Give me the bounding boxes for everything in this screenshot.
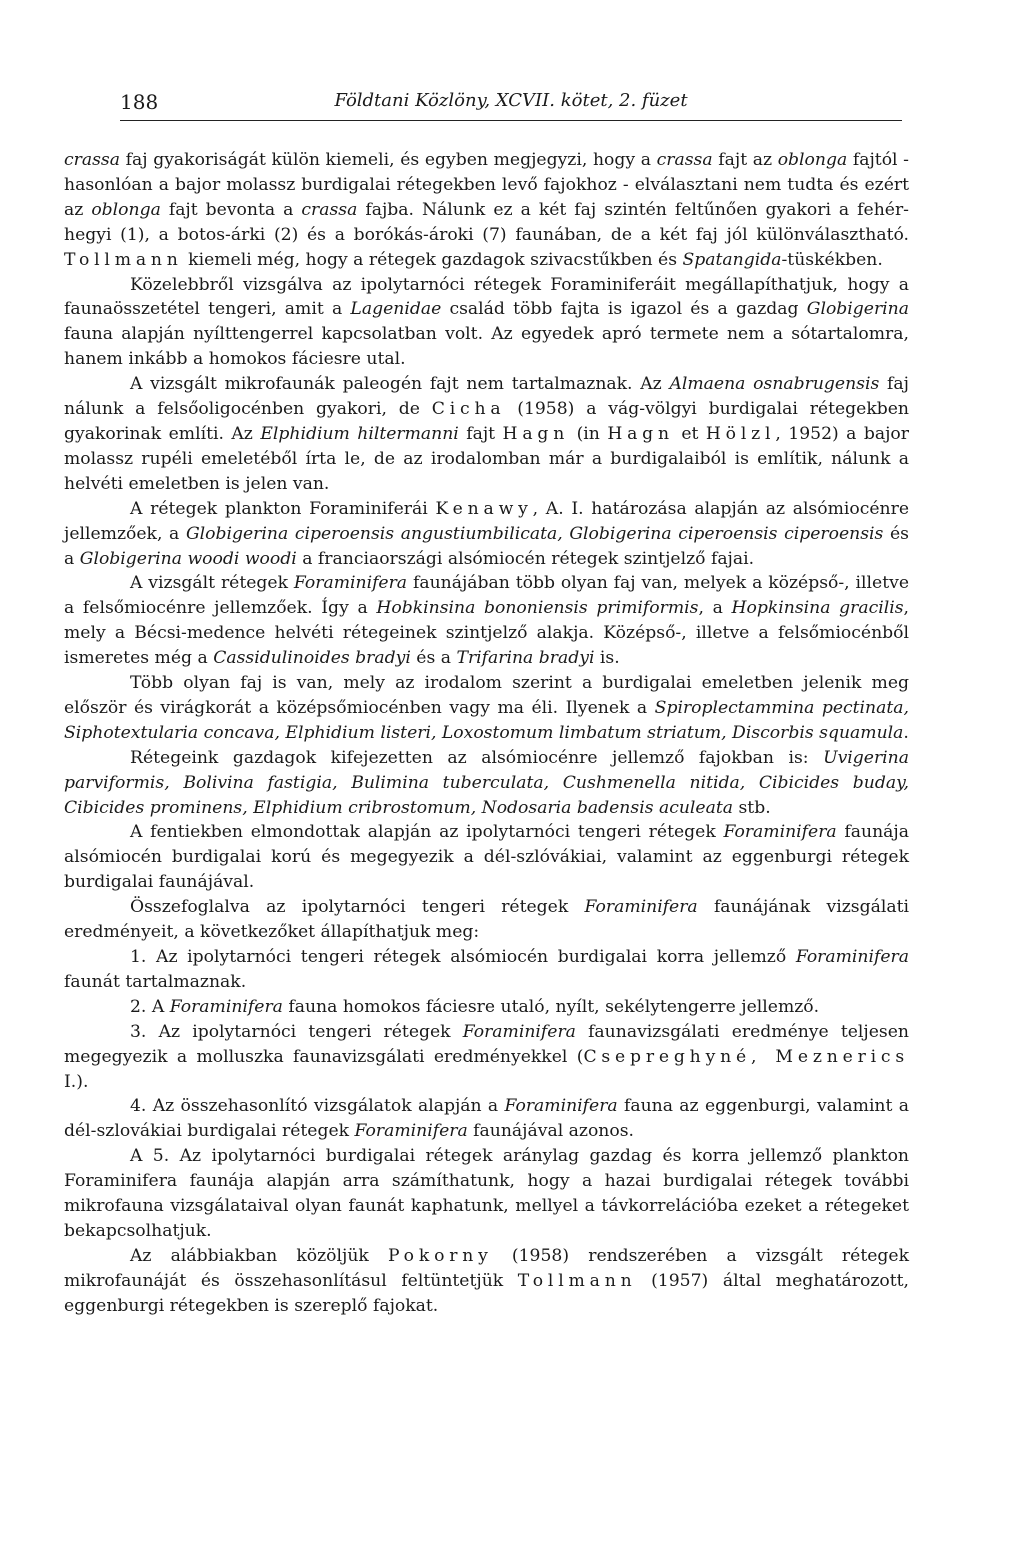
species-name: oblonga (777, 150, 848, 170)
author-name: Tollmann (64, 249, 183, 270)
species-name: Trifarina bradyi (456, 648, 595, 669)
text-run: 1. Az ipolytarnóci tengeri rétegek alsómiocén burdigalai korra jellemző (130, 947, 796, 967)
text-run: faunája alsómiocén burdigalai korú és megegyezik a dél-szlóvákiai, valamint az eggenburgi rétegek burdigalai faunájával. (64, 822, 909, 893)
text-run: A vizsgált mikrofaunák paleogén fajt nem tartalmaznak. Az (130, 374, 670, 395)
text-run: , A. I. határozása alapján az alsómiocénre jellemzőek, a (64, 498, 910, 544)
text-run: fauna az eggenburgi, valamint a dél-szlovákiai burdigalai rétegek (64, 1096, 909, 1142)
paragraph (64, 273, 909, 373)
text-run: is. (594, 648, 620, 669)
text-run: , a (698, 598, 732, 619)
text-run: faunavizsgálati eredménye teljesen megegyezik a molluszka faunavizsgálati eredményekkel ( (64, 1021, 909, 1067)
text-run: (1958) rendszerében a vizsgált rétegek mikrofaunáját és összehasonlításul feltüntetjük (64, 1245, 909, 1291)
paragraph (64, 1244, 909, 1319)
text-run: Összefoglalva az ipolytarnóci tengeri rétegek (130, 897, 585, 918)
species-name: Hobkinsina bononiensis primiformis (376, 598, 699, 619)
conclusion-item (64, 995, 909, 1020)
species-name: Foraminifera (504, 1096, 618, 1117)
text-run: fauna alapján nyílttengerrel kapcsolatban volt. Az egyedek apró termete nem a sótartalomra, hanem inkább a homokos fáciesre utal. (64, 324, 909, 370)
running-title: Földtani Közlöny, XCVII. kötet, 2. füzet (334, 90, 688, 111)
text-run: faunát tartalmaznak. (64, 971, 247, 992)
species-name: Uvigerina parviformis, Bolivina fastigia, Bulimina tuberculata, Cushmenella nitida, Cibicides buday, Cibicides prominens, Elphidium cribrostomum, Nodosaria badensis aculeata (64, 747, 909, 818)
species-name: crassa (64, 150, 120, 170)
text-run: faj gyakoriságát külön kiemeli, és egyben megjegyzi, hogy a (119, 150, 657, 170)
species-name: Foraminifera (795, 947, 909, 967)
author-name: Cicha (431, 399, 506, 420)
text-run: Közelebbről vizsgálva az ipolytarnóci rétegek Foraminiferáit megállapíthatjuk, hogy a faunaösszetétel tengeri, amit a (64, 274, 909, 320)
species-name: Foraminifera (723, 822, 837, 843)
species-name: Foraminifera (462, 1021, 576, 1042)
text-run: A fentiekben elmondottak alapján az ipolytarnóci tengeri rétegek (130, 822, 724, 843)
text-run: A rétegek plankton Foraminiferái (130, 498, 436, 519)
species-name: Elphidium hiltermanni (260, 423, 459, 444)
species-name: crassa (301, 199, 358, 220)
text-run: 4. Az összehasonlító vizsgálatok alapján a (130, 1096, 505, 1117)
species-name: crassa (656, 150, 713, 170)
paragraph (64, 671, 909, 746)
text-run: fajt (458, 423, 503, 444)
author-name: Hagn (502, 423, 570, 444)
species-name: Almaena osnabrugensis (669, 374, 880, 395)
text-run: -tüskékben. (781, 249, 883, 270)
author-name: Pokorny (388, 1245, 493, 1266)
author-name: Csepreghyné, Meznerics (583, 1046, 909, 1067)
text-run: és a (64, 523, 909, 569)
species-name: Foraminifera (354, 1121, 468, 1142)
species-name: Globigerina ciperoensis angustiumbilicata, Globigerina ciperoensis ciperoensis (185, 523, 884, 544)
text-run: család több fajta is igazol és a gazdag (441, 299, 807, 320)
paragraph (64, 372, 909, 497)
text-run: et (673, 423, 706, 444)
article-body (64, 148, 909, 1319)
text-run: 3. Az ipolytarnóci tengeri rétegek (130, 1021, 463, 1042)
text-run: a franciaországi alsómiocén rétegek szintjelző fajai. (296, 548, 755, 569)
text-run: . (903, 722, 909, 743)
conclusion-item (64, 1094, 909, 1144)
text-run: fauna homokos fáciesre utaló, nyílt, sekélytengerre jellemző. (282, 996, 820, 1017)
text-run: faunájában több olyan faj van, melyek a középső-, illetve a felsőmiocénre jellemzőek. Így a (64, 573, 909, 619)
text-run: fajt az (712, 150, 778, 170)
species-name: Globigerina (806, 299, 909, 320)
author-name: Hölzl (705, 423, 776, 444)
text-run: fajt bevonta a (160, 199, 302, 220)
conclusion-item (64, 945, 909, 995)
page-number: 188 (120, 90, 159, 114)
text-run: Több olyan faj is van, mely az irodalom szerint a burdigalai emeletben jelenik meg először és virágkorát a középsőmiocénben vagy ma éli. Ilyenek a (64, 673, 909, 718)
page-header (120, 90, 902, 121)
paragraph (64, 497, 909, 572)
species-name: Globigerina woodi woodi (79, 548, 297, 569)
species-name: Spiroplectammina pectinata, Siphotextularia concava, Elphidium listeri, Loxostomum limbatum striatum, Discorbis squamula (64, 697, 909, 743)
text-run: kiemeli még, hogy a rétegek gazdagok szivacstűkben és (182, 249, 683, 270)
conclusion-item (64, 1020, 909, 1095)
paragraph (64, 895, 909, 945)
text-run: fajba. Nálunk ez a két faj szintén feltűnően gyakori a fehér-hegyi (1), a botos-árki (2) és a borókás-ároki (7) faunában, de a két faj jól különválasztható. (64, 199, 909, 245)
species-name: Lagenidae (350, 299, 442, 320)
text-run: A 5. Az ipolytarnóci burdigalai rétegek aránylag gazdag és korra jellemző plankton Foraminifera faunája alapján arra számíthatunk, hogy a hazai burdigalai rétegek további mikrofauna vizsgálataival olyan faunát kaphatunk, mellyel a távkorrelációba ezeket a rétegeket bekapcsolhatjuk. (64, 1146, 909, 1241)
text-run: 2. A (130, 996, 170, 1017)
text-run: faj nálunk a felsőoligocénben gyakori, de (64, 374, 909, 420)
species-name: Foraminifera (169, 996, 283, 1017)
species-name: Foraminifera (584, 897, 698, 918)
text-run: és a (410, 648, 457, 669)
paragraph (64, 148, 909, 273)
species-name: Hopkinsina gracilis (731, 598, 904, 619)
text-run: faunájával azonos. (467, 1121, 635, 1142)
species-name: Foraminifera (293, 573, 408, 594)
species-name: oblonga (91, 199, 161, 220)
text-run: (1958) a vág-völgyi burdigalai rétegekben gyakorinak említi. Az (64, 399, 909, 444)
text-run: (in (569, 423, 608, 444)
species-name: Spatangida (682, 249, 782, 270)
text-run: (1957) által meghatározott, eggenburgi rétegekben is szereplő fajokat. (64, 1270, 909, 1316)
text-run: stb. (733, 797, 771, 818)
conclusion-item (64, 1144, 909, 1244)
author-name: Hagn (607, 423, 674, 444)
author-name: Tollmann (517, 1270, 637, 1291)
text-run: , mely a Bécsi-medence helvéti rétegeinek szintjelző alakja. Középső-, illetve a felsőmiocénből ismeretes még a (64, 598, 909, 669)
author-name: Kenawy (435, 498, 533, 519)
species-name: Cassidulinoides bradyi (213, 648, 411, 669)
text-run: Rétegeink gazdagok kifejezetten az alsómiocénre jellemző fajokban is: (130, 747, 824, 768)
text-run: faunájának vizsgálati eredményeit, a következőket állapíthatjuk meg: (64, 897, 909, 943)
text-run: Az alábbiakban közöljük (130, 1245, 388, 1266)
text-run: A vizsgált rétegek (130, 573, 294, 594)
text-run: I.). (64, 1071, 89, 1092)
text-run: , 1952) a bajor molassz rupéli emeletéből írta le, de az irodalomban már a burdigalaiból is említik, nálunk a helvéti emeletben is jelen van. (64, 423, 909, 494)
paragraph (64, 746, 909, 821)
paragraph (64, 571, 909, 671)
text-run: fajtól - hasonlóan a bajor molassz burdigalai rétegekben levő fajokhoz - elválasztani nem tudta és ezért az (64, 150, 909, 220)
paragraph (64, 820, 909, 895)
